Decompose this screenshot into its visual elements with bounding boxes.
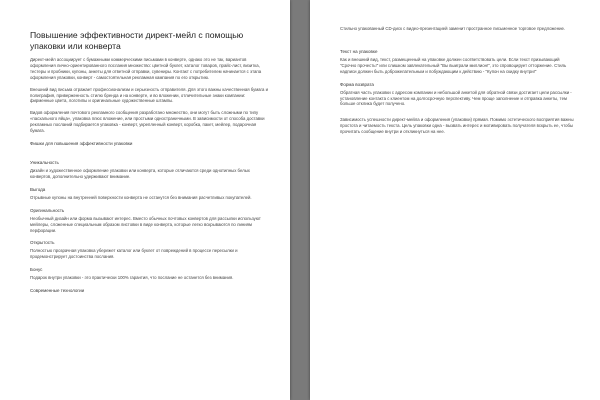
page-content [340,26,576,400]
document-page-right [310,0,600,400]
section-text: Дизайн и художественное оформление упаковки или конверта, которые отличаются среди однотипных белых конвертов, дополнительно удерживают внимание. [30,167,250,179]
section-heading: Открытость [30,240,55,246]
features-heading: Фишки для повышения эффективности упаковки [30,140,133,146]
section-heading: Современные технологии [30,288,85,294]
section-text: Отрывные купоны на внутренней поверхности конверта не останутся без внимания расчетливых покупателей. [30,194,252,200]
document-title: Повышение эффективности директ-мейл с помощью упаковки или конверта [30,30,244,51]
closing-paragraph: Зависимость успешности директ-мейла и оформления (упаковки) прямая. Помимо эстетического восприятия важны простота и читаемость текста. Цель упаковки одна - вызвать интерес и мотивировать получателя вскрыть ее, чтобы прочитать сообщение внутри и откликнуться на нее. [340,117,574,135]
appearance-paragraph: Внешний вид письма отражает профессионализм и серьезность отправителя. Для этого важны качественная бумага и полиграфия, приверженность стилю бренда и на конверте, и во вложении, отличительные знаки компании: фирменные цвета, логотипы и оригинальные художественные штампы. [30,86,268,104]
section-heading: Форма возврата [340,81,374,87]
section-heading: Текст на упаковке [340,48,378,54]
formats-paragraph: Видов оформления почтового рекламного сообщения разработано множество, они могут быть сложными по типу «пасхального яйца», упаковка плюс вложение, или простыми одностраничными. В зависимости от способа доставки рекламных посланий подбирается упаковка - конверт, укрепленный конверт, коробка, пакет, мейлер, подарочная бумага. [30,110,265,134]
page-content [30,30,270,400]
cd-paragraph: Стильно упакованный CD-диск с видео-презентацией заменит пространное письменное торговое предложение. [340,26,566,31]
section-text: Как и внешний вид, текст, размещенный на упаковке должен соответствовать цели. Если текст призывающий "Срочно прочесть!" или слишком завлекательный "Вы выиграли миллион!", это спровоцирует отторжение. Стиль надписи должен быть доброжелательным и побуждающим к действию - "Купон на скидку внутри!" [340,56,567,74]
section-heading: Оригинальность [30,207,65,213]
section-heading: Уникальность [30,159,59,165]
section-heading: Бонус [30,267,43,273]
document-page-left [0,0,290,400]
section-text: Необычный дизайн или форма вызывают интерес. Вместо обычных почтовых конвертов для рассылки используют мейлеры, сложенные специальным образом листовки в виде конверта, которые легко вскрываются по линиям перфорации. [30,215,261,233]
section-text: Полностью прозрачная упаковка убережет каталог или буклет от повреждений в процессе пересылки и продемонстрирует достоинства послания. [30,248,238,260]
section-text: Обратная часть упаковки с адресом компании и небольшой анкетой для обратной связи достигает цели рассылки - установление контакта с клиентом на долгосрочную перспективу. Чем проще заполнение и отправка анкеты, тем больше отклика будет получено. [340,89,572,107]
section-heading: Выгода [30,186,46,192]
intro-paragraph: Директ-мейл ассоциирует с бумажными коммерческими письмами в конверте, однако это не так, вариантов оформления лично-ориентированного послания множество: цветной буклет, каталог товаров, прайс-лист, визитка, тестеры и пробники, купоны, анкеты для ответной отправки, сувениры. Контакт с потребителем начинается с этапа оформления упаковки, конверт - самостоятельная рекламная кампания по его открытию. [30,57,262,80]
section-text: Подарок внутри упаковки - это практически 100% гарантия, что послание не останется без внимания. [30,275,234,281]
